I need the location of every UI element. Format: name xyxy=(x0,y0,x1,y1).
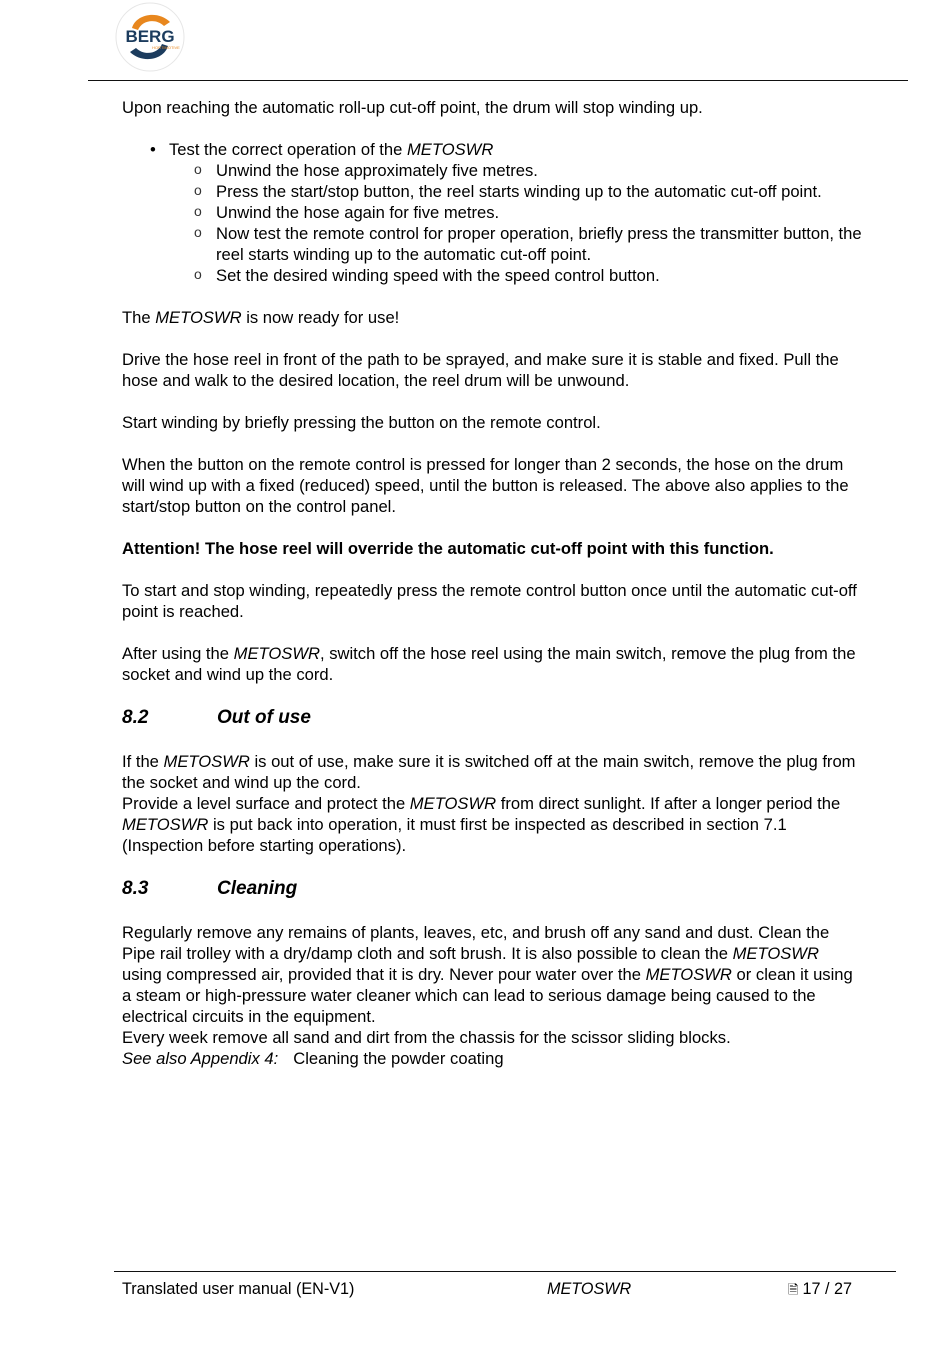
paragraph-long-press: When the button on the remote control is pressed for longer than 2 seconds, the hose on the drum will wind up with a fixed (reduced) speed, until the button is released. The above also applies to the start/stop button on the control panel. xyxy=(122,455,849,516)
product-name: METOSWR xyxy=(732,944,819,963)
product-name: METOSWR xyxy=(122,815,209,834)
substep: o Press the start/stop button, the reel starts winding up to the automatic cut-off point. xyxy=(122,181,862,202)
section-heading-out-of-use xyxy=(122,706,862,730)
test-list xyxy=(122,139,862,286)
text: Provide a level surface and protect the xyxy=(122,794,410,813)
paragraph-out-of-use-1 xyxy=(122,751,862,793)
test-substeps xyxy=(169,160,862,286)
product-name: METOSWR xyxy=(645,965,732,984)
text: Regularly remove any remains of plants, leaves, etc, and brush off any sand and dust. Clean the Pipe rail trolley with a dry/damp cloth and soft brush. It is also possible to clean the xyxy=(122,923,830,963)
product-name: METOSWR xyxy=(155,308,242,327)
product-name: METOSWR xyxy=(409,794,497,813)
section-number: 8.3 xyxy=(122,878,149,899)
substep: o Now test the remote control for proper operation, briefly press the transmitter button, the reel starts winding up to the automatic cut-off point. xyxy=(122,223,862,265)
section-number: 8.2 xyxy=(122,707,149,728)
paragraph-drive: Drive the hose reel in front of the path to be sprayed, and make sure it is stable and fixed. Pull the hose and walk to the desired location, the reel drum will be unwound. xyxy=(122,350,839,390)
paragraph-after-use xyxy=(122,643,862,685)
text: , switch off the hose reel using the main switch, remove the plug from the socket and wind up the cord. xyxy=(122,644,856,684)
see-also-label: See also Appendix 4: xyxy=(122,1049,279,1068)
paragraph-cleaning-1 xyxy=(122,922,862,1027)
text: is out of use, make sure it is switched off at the main switch, remove the plug from the socket and wind up the cord. xyxy=(122,752,856,792)
text: or clean it using a steam or high-pressure water cleaner which can lead to serious damage being caused to the electrical circuits in the equipment. xyxy=(122,965,853,1026)
text: using compressed air, provided that it is dry. Never pour water over the xyxy=(122,965,646,984)
text: After using the xyxy=(122,644,234,663)
paragraph-start-stop: To start and stop winding, repeatedly press the remote control button once until the automatic cut-off point is reached. xyxy=(122,581,857,621)
section-title: Cleaning xyxy=(217,878,298,899)
berg-logo xyxy=(112,2,188,72)
product-name: METOSWR xyxy=(163,752,250,771)
attention-note: Attention! The hose reel will override the automatic cut-off point with this function. xyxy=(122,539,774,558)
page-number-text: 17 / 27 xyxy=(802,1280,852,1298)
footer-product-name: METOSWR xyxy=(547,1280,632,1298)
see-also-text: Cleaning the powder coating xyxy=(293,1049,504,1068)
text: from direct sunlight. If after a longer period the xyxy=(496,794,841,813)
footer-page-number xyxy=(788,1279,852,1300)
bullet-text: Test the correct operation of the xyxy=(169,140,407,159)
paragraph-start: Start winding by briefly pressing the button on the remote control. xyxy=(122,413,601,432)
footer-divider xyxy=(114,1271,896,1272)
product-name: METOSWR xyxy=(233,644,320,663)
paragraph-cutoff: Upon reaching the automatic roll-up cut-off point, the drum will stop winding up. xyxy=(122,98,703,117)
page-body xyxy=(122,97,862,1069)
page-footer xyxy=(122,1279,862,1301)
substep: o Set the desired winding speed with the speed control button. xyxy=(122,265,862,286)
logo-text: BERG xyxy=(125,27,175,46)
logo-subtext: HORTIMOTIVE xyxy=(152,45,180,50)
footer-document-title: Translated user manual (EN-V1) xyxy=(122,1280,355,1298)
paragraph-out-of-use-2 xyxy=(122,793,862,856)
text: is put back into operation, it must first be inspected as described in section 7.1 (Inspection before starting operations). xyxy=(122,815,787,855)
bullet-test-operation xyxy=(122,139,862,286)
text: The xyxy=(122,308,156,327)
paragraph-cleaning-2: Every week remove all sand and dirt from the chassis for the scissor sliding blocks. xyxy=(122,1028,731,1047)
section-heading-cleaning xyxy=(122,877,862,901)
product-name: METOSWR xyxy=(406,140,494,159)
section-title: Out of use xyxy=(217,707,311,728)
substep: o Unwind the hose again for five metres. xyxy=(122,202,862,223)
paragraph-ready xyxy=(122,307,862,328)
berg-logo-mark xyxy=(112,2,188,72)
text: is now ready for use! xyxy=(241,308,400,327)
document-icon: 🗎 xyxy=(788,1282,799,1297)
substep: o Unwind the hose approximately five metres. xyxy=(122,160,862,181)
header-divider xyxy=(88,80,908,81)
text: If the xyxy=(122,752,164,771)
see-also-reference xyxy=(122,1048,862,1069)
